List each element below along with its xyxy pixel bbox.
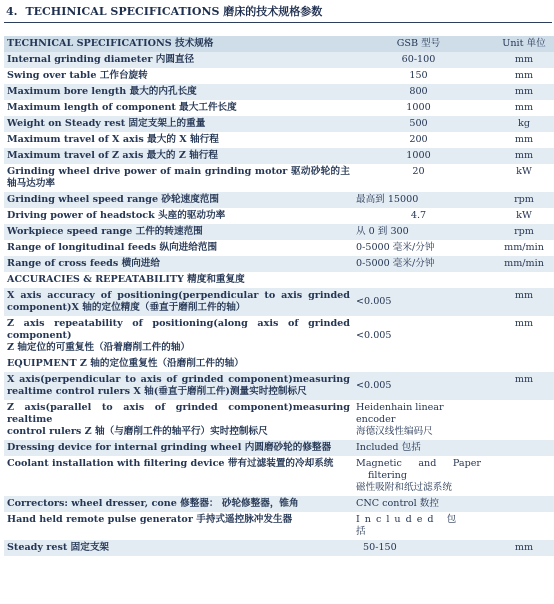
row-value: Included 包括 <box>353 440 484 456</box>
table-row <box>4 100 554 116</box>
row-name: Weight on Steady rest 固定支架上的重量 <box>4 116 353 132</box>
heading-underline <box>4 22 552 23</box>
row-unit: mm <box>484 540 554 556</box>
row-name: Hand held remote pulse generator 手持式遥控脉冲发生器 <box>7 514 293 525</box>
section-title: TECHINICAL SPECIFICATIONS 磨床的技术规格参数 <box>25 5 323 18</box>
row-unit <box>484 456 554 496</box>
row-name: Internal grinding diameter 内圆直径 <box>4 52 353 68</box>
table-row <box>4 224 554 240</box>
table-row <box>4 164 554 192</box>
table-row <box>4 456 554 496</box>
row-value: <0.005 <box>353 372 484 400</box>
row-name-line: X axis accuracy of positioning(perpendicular to axis grinded <box>7 290 350 301</box>
row-name <box>4 164 353 192</box>
row-unit <box>484 496 554 512</box>
row-name-line: component)X 轴的定位精度（垂直于磨削工件的轴） <box>7 302 246 313</box>
row-name: Swing over table 工作台旋转 <box>7 70 148 81</box>
row-value: <0.005 <box>356 330 392 341</box>
row-name-line: Z 轴定位的可重复性（沿着磨削工件的轴） <box>7 342 191 353</box>
header-model: GSB 型号 <box>353 36 484 52</box>
row-name <box>4 288 353 316</box>
row-name: Maximum bore length 最大的内孔长度 <box>4 84 353 100</box>
row-value-line: 海德汉线性编码尺 <box>356 426 433 437</box>
section-label-accuracies: ACCURACIES & REPEATABILITY 精度和重复度 <box>7 274 245 285</box>
table-row <box>4 68 554 84</box>
row-unit <box>484 400 554 440</box>
row-name-line: Grinding wheel drive power of main grinding motor 驱动砂轮的主 <box>7 166 350 177</box>
row-value: 20 <box>412 166 425 177</box>
row-value: 60-100 <box>353 52 484 68</box>
row-name: Steady rest 固定支架 <box>4 540 353 556</box>
row-name-line: realtime control rulers X 轴(垂直于磨削工件)测量实时控制标尺 <box>7 386 307 397</box>
row-value: 500 <box>353 116 484 132</box>
header-unit: Unit 单位 <box>484 36 554 52</box>
row-name-line: X axis(perpendicular to axis of grinded component)measuring <box>7 374 350 385</box>
row-name-line: control rulers Z 轴（与磨削工件的轴平行）实时控制标尺 <box>7 426 268 437</box>
row-name <box>4 400 353 440</box>
row-unit: mm <box>514 70 534 81</box>
table-row <box>4 84 554 100</box>
row-value: 150 <box>409 70 428 81</box>
row-value-line: filtering <box>368 470 407 481</box>
table-row <box>4 400 554 440</box>
row-unit: rpm <box>484 224 554 240</box>
row-unit: mm <box>514 318 534 329</box>
table-row <box>4 440 554 456</box>
row-value: 从 0 到 300 <box>353 224 484 240</box>
table-row <box>4 52 554 68</box>
row-name <box>4 372 353 400</box>
row-value: 0-5000 毫米/分钟 <box>356 242 435 253</box>
row-name <box>4 316 353 356</box>
header-spec: TECHNICAL SPECIFICATIONS 技术规格 <box>4 36 353 52</box>
row-value: CNC control 数控 <box>353 496 484 512</box>
row-value: 4.7 <box>410 210 427 221</box>
row-unit: mm <box>484 288 554 316</box>
row-name: Maximum travel of Z axis 最大的 Z 轴行程 <box>4 148 353 164</box>
table-header-row <box>4 36 554 52</box>
row-value <box>353 456 484 496</box>
row-value: 0-5000 毫米/分钟 <box>353 256 484 272</box>
table-row <box>4 288 554 316</box>
row-value: 800 <box>353 84 484 100</box>
row-name-line: Z axis repeatability of positioning(along axis of grinded <box>7 318 350 329</box>
table-row <box>4 240 554 256</box>
section-label-equipment: EQUIPMENT Z 轴的定位重复性（沿磨削工件的轴） <box>7 358 244 369</box>
row-unit: kW <box>516 210 532 221</box>
table-row <box>4 540 554 556</box>
row-unit: mm <box>484 148 554 164</box>
table-row <box>4 132 554 148</box>
row-value-line: 磁性吸附和纸过滤系统 <box>356 482 452 493</box>
table-row <box>4 192 554 208</box>
row-value: 50-150 <box>353 540 484 556</box>
table-row <box>4 372 554 400</box>
row-name-line: Z axis(parallel to axis of grinded component)measuring realtime <box>7 402 350 425</box>
row-name-line: 轴马达功率 <box>7 178 55 189</box>
row-unit: mm <box>514 102 534 113</box>
row-value <box>353 400 484 440</box>
row-name: Maximum length of component 最大工件长度 <box>7 102 237 113</box>
row-name: Workpiece speed range 工件的转速范围 <box>4 224 353 240</box>
table-row <box>4 116 554 132</box>
row-value: Included 包 括 <box>356 514 462 537</box>
row-name: Grinding wheel speed range 砂轮速度范围 <box>4 192 353 208</box>
section-heading <box>6 3 322 19</box>
row-name: Range of longitudinal feeds 纵向进给范围 <box>7 242 218 253</box>
row-value-line: Heidenhain linear encoder <box>356 402 444 425</box>
row-name: Range of cross feeds 横向进给 <box>4 256 353 272</box>
row-unit: mm <box>484 372 554 400</box>
row-name: Coolant installation with filtering device 带有过滤装置的冷却系统 <box>7 458 334 469</box>
table-row <box>4 496 554 512</box>
row-name: Maximum travel of X axis 最大的 X 轴行程 <box>7 134 219 145</box>
row-value: 1000 <box>406 102 431 113</box>
row-name: Dressing device for internal grinding wheel 内圆磨砂轮的修整器 <box>4 440 353 456</box>
row-unit: rpm <box>484 192 554 208</box>
row-unit: mm <box>484 84 554 100</box>
row-unit: mm/min <box>504 242 544 253</box>
spec-table <box>4 36 554 556</box>
row-value: 200 <box>409 134 428 145</box>
section-row <box>4 272 554 288</box>
table-row <box>4 208 554 224</box>
row-value-line: Magnetic and Paper <box>356 458 481 469</box>
row-unit: mm/min <box>484 256 554 272</box>
table-row <box>4 316 554 356</box>
row-unit: kg <box>484 116 554 132</box>
row-unit: mm <box>484 52 554 68</box>
row-name: Correctors: wheel dresser, cone 修整器： 砂轮修整器，锥角 <box>4 496 353 512</box>
row-name-line: component) <box>7 330 72 341</box>
row-unit: mm <box>514 134 534 145</box>
table-row <box>4 256 554 272</box>
row-unit: kW <box>516 166 532 177</box>
row-unit <box>484 512 554 540</box>
row-name: Driving power of headstock 头座的驱动功率 <box>7 210 226 221</box>
row-value: 1000 <box>353 148 484 164</box>
section-row <box>4 356 554 372</box>
section-number: 4. <box>6 5 18 18</box>
row-value: 最高到 15000 <box>353 192 484 208</box>
table-row <box>4 148 554 164</box>
table-row <box>4 512 554 540</box>
row-unit <box>484 440 554 456</box>
row-value: <0.005 <box>353 288 484 316</box>
